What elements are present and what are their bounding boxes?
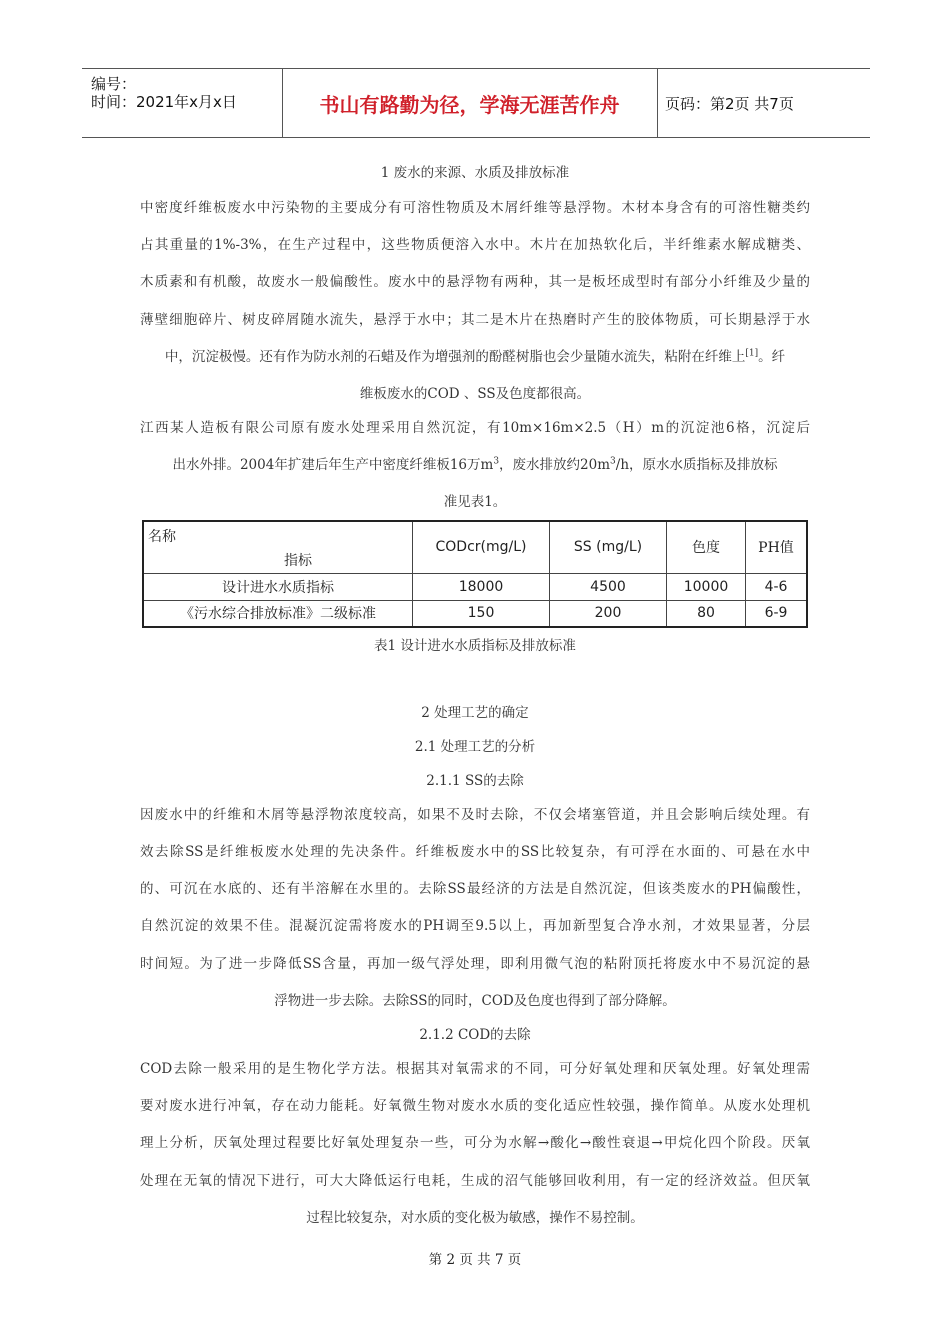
corner-top-label: 名称 — [148, 529, 176, 545]
paragraph-text: /h，原水水质指标及排放标 — [615, 457, 778, 473]
paragraph-line: 时间短。为了进一步降低SS含量，再加一级气浮处理，即利用微气泡的粘附顶托将废水中不易沉淀的悬 — [140, 956, 810, 972]
paragraph-line: 中密度纤维板废水中污染物的主要成分有可溶性物质及木屑纤维等悬浮物。木材本身含有的可溶性糖类约 — [140, 200, 810, 216]
code-label: 编号： — [91, 75, 137, 93]
paragraph-text: 中，沉淀极慢。还有作为防水剂的石蜡及作为增强剂的酚醛树脂也会少量随水流失，粘附在纤维上 — [164, 349, 746, 365]
paragraph-line: 的、可沉在水底的、还有半溶解在水里的。去除SS最经济的方法是自然沉淀，但该类废水的PH偏酸性， — [140, 881, 810, 897]
header-motto: 书山有路勤为径，学海无涯苦作舟 — [282, 69, 658, 137]
paragraph-line: 江西某人造板有限公司原有废水处理采用自然沉淀，有10m×16m×2.5（H）m的沉淀池6格，沉淀后 — [140, 420, 810, 436]
superscript: 3 — [610, 456, 616, 467]
paragraph-line: 过程比较复杂，对水质的变化极为敏感，操作不易控制。 — [306, 1210, 644, 1226]
time-label: 时间：2021年x月x日 — [91, 93, 237, 111]
page-footer: 第 2 页 共 7 页 — [428, 1252, 522, 1268]
paragraph-line: 木质素和有机酸，故废水一般偏酸性。废水中的悬浮物有两种，其一是板坯成型时有部分小纤维及少量的 — [140, 274, 810, 290]
header-page-label — [665, 69, 870, 137]
table-header-row — [143, 521, 807, 573]
subsection-heading: 2.1 处理工艺的分析 — [414, 739, 536, 755]
cell-value: 200 — [550, 600, 667, 627]
cell-value: 18000 — [413, 573, 550, 600]
cell-value: 80 — [667, 600, 746, 627]
row-name: 设计进水水质指标 — [143, 573, 413, 600]
header-cod: CODcr(mg/L) — [413, 521, 550, 573]
water-quality-table — [142, 520, 808, 628]
paragraph-text: ，废水排放约20m — [499, 457, 611, 473]
header-ph: PH值 — [746, 521, 808, 573]
subsection-heading: 2.1.1 SS的去除 — [426, 773, 524, 789]
corner-bottom-label: 指标 — [284, 553, 312, 569]
table-corner-cell — [143, 521, 413, 573]
paragraph-line — [140, 345, 810, 365]
paragraph-line: 占其重量的1%-3%，在生产过程中，这些物质便溶入水中。木片在加热软化后，半纤维素水解成糖类、 — [140, 237, 810, 253]
table-row — [143, 600, 807, 627]
table-row — [143, 573, 807, 600]
paragraph-line: COD去除一般采用的是生物化学方法。根据其对氧需求的不同，可分好氧处理和厌氧处理。好氧处理需 — [140, 1061, 810, 1077]
page-label-text: 页码：第2页 共7页 — [665, 94, 794, 113]
cell-value: 4-6 — [746, 573, 808, 600]
cell-value: 150 — [413, 600, 550, 627]
paragraph-line: 要对废水进行冲氧，存在动力能耗。好氧微生物对废水水质的变化适应性较强，操作简单。从废水处理机 — [140, 1098, 810, 1114]
paragraph-line: 自然沉淀的效果不佳。混凝沉淀需将废水的PH调至9.5以上，再加新型复合净水剂，才效果显著，分层 — [140, 918, 810, 934]
paragraph-line — [140, 453, 810, 473]
section-1-heading: 1 废水的来源、水质及排放标准 — [380, 165, 570, 181]
cell-value: 4500 — [550, 573, 667, 600]
header-meta — [82, 69, 283, 137]
row-name: 《污水综合排放标准》二级标准 — [143, 600, 413, 627]
subsection-heading: 2.1.2 COD的去除 — [419, 1027, 531, 1043]
paragraph-line: 因废水中的纤维和木屑等悬浮物浓度较高，如果不及时去除，不仅会堵塞管道，并且会影响后续处理。有 — [140, 807, 810, 823]
header-ss: SS (mg/L) — [550, 521, 667, 573]
paragraph-line: 薄壁细胞碎片、树皮碎屑随水流失，悬浮于水中；其二是木片在热磨时产生的胶体物质，可长期悬浮于水 — [140, 312, 810, 328]
paragraph-text: 。纤 — [758, 349, 786, 365]
paragraph-line: 浮物进一步去除。去除SS的同时，COD及色度也得到了部分降解。 — [274, 993, 676, 1009]
cell-value: 6-9 — [746, 600, 808, 627]
header-color: 色度 — [667, 521, 746, 573]
paragraph-line: 维板废水的COD 、SS及色度都很高。 — [359, 386, 591, 402]
table-caption: 表1 设计进水水质指标及排放标准 — [374, 638, 576, 654]
page-header — [82, 68, 870, 138]
paragraph-text: 出水外排。2004年扩建后年生产中密度纤维板16万m — [172, 457, 494, 473]
citation-ref: [1] — [745, 348, 759, 359]
superscript: 3 — [493, 456, 500, 467]
paragraph-line: 准见表1。 — [443, 494, 507, 510]
paragraph-line: 效去除SS是纤维板废水处理的先决条件。纤维板废水中的SS比较复杂，有可浮在水面的、可悬在水中 — [140, 844, 810, 860]
cell-value: 10000 — [667, 573, 746, 600]
section-2-heading: 2 处理工艺的确定 — [421, 705, 529, 721]
paragraph-line: 处理在无氧的情况下进行，可大大降低运行电耗，生成的沼气能够回收利用，有一定的经济效益。但厌氧 — [140, 1173, 810, 1189]
paragraph-line: 理上分析，厌氧处理过程要比好氧处理复杂一些，可分为水解→酸化→酸性衰退→甲烷化四个阶段。厌氧 — [140, 1135, 810, 1151]
